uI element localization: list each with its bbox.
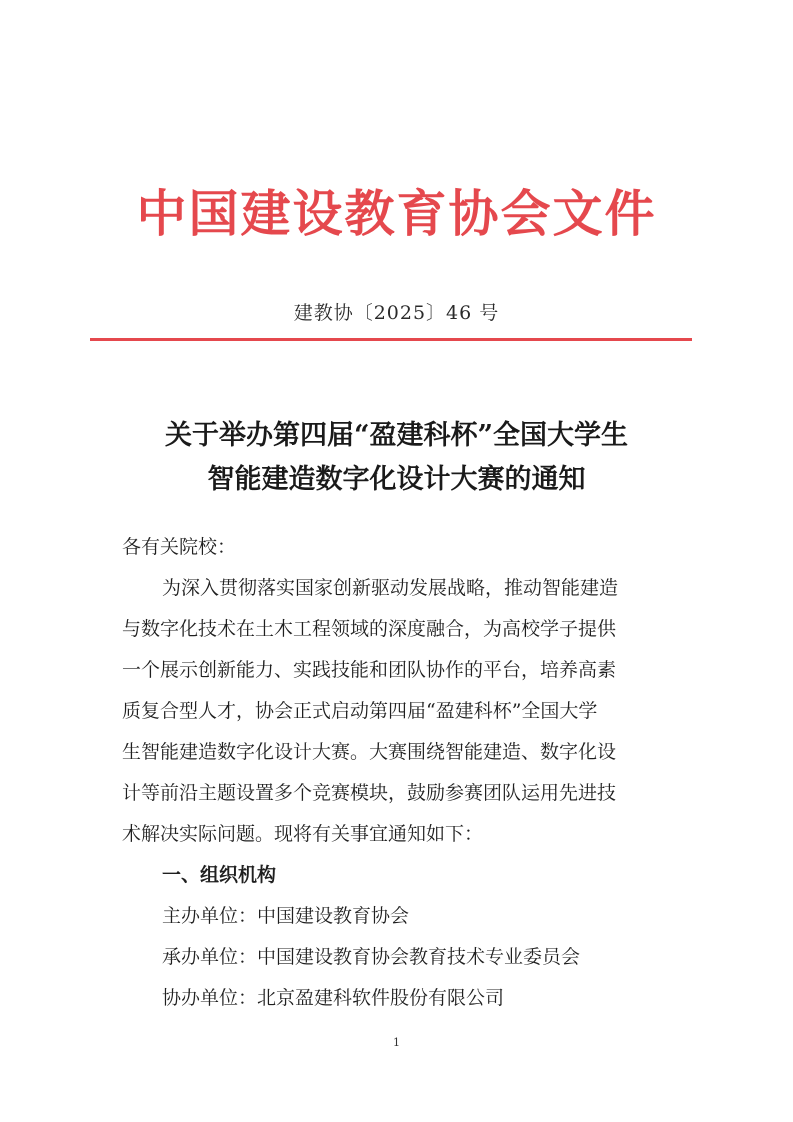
red-divider-rule xyxy=(90,338,692,341)
page-number: 1 xyxy=(393,1036,400,1049)
document-header-title: 中国建设教育协会文件 xyxy=(136,184,657,243)
notice-title xyxy=(0,414,793,502)
intro-line: 与数字化技术在土木工程领域的深度融合，为高校学子提供 xyxy=(122,618,617,640)
intro-line: 计等前沿主题设置多个竞赛模块，鼓励参赛团队运用先进技 xyxy=(122,782,617,804)
notice-title-line-1: 关于举办第四届“盈建科杯”全国大学生 xyxy=(164,420,629,451)
organizer-undertaker: 承办单位：中国建设教育协会教育技术专业委员会 xyxy=(162,946,581,968)
notice-title-line-2: 智能建造数字化设计大赛的通知 xyxy=(207,464,586,495)
organizer-co-host: 协办单位：北京盈建科软件股份有限公司 xyxy=(162,987,505,1009)
intro-line: 一个展示创新能力、实践技能和团队协作的平台，培养高素 xyxy=(122,659,617,681)
intro-line: 为深入贯彻落实国家创新驱动发展战略，推动智能建造 xyxy=(162,577,619,599)
intro-line: 生智能建造数字化设计大赛。大赛围绕智能建造、数字化设 xyxy=(122,741,617,763)
document-number: 建教协〔2025〕46 号 xyxy=(293,302,500,324)
section-heading-organization: 一、组织机构 xyxy=(162,864,277,886)
notice-body xyxy=(122,527,682,1019)
salutation: 各有关院校： xyxy=(122,536,237,558)
intro-line: 术解决实际问题。现将有关事宜通知如下： xyxy=(122,823,484,845)
organizer-host: 主办单位：中国建设教育协会 xyxy=(162,905,410,927)
intro-line: 质复合型人才，协会正式启动第四届“盈建科杯”全国大学 xyxy=(122,700,598,722)
